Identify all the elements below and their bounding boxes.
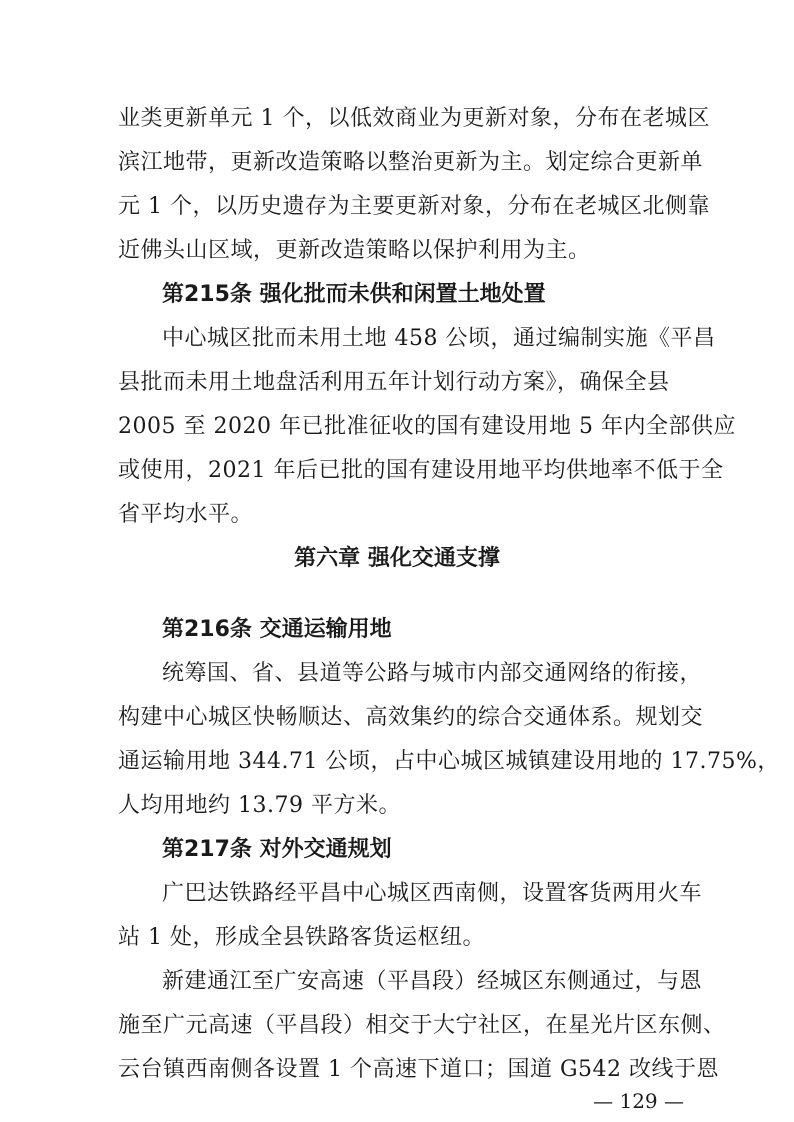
paragraph-line: 省平均水平。 [118,502,254,527]
chapter-heading: 第六章 强化交通支撑 [294,546,500,571]
paragraph-line: 统筹国、省、县道等公路与城市内部交通网络的衔接， [162,661,703,686]
paragraph-line: 通运输用地 344.71 公顷，占中心城区城镇建设用地的 17.75%， [118,749,780,774]
paragraph-line: 近佛头山区域，更新改造策略以保护利用为主。 [118,238,591,263]
paragraph-line: 广巴达铁路经平昌中心城区西南侧，设置客货两用火车 [162,881,703,906]
paragraph-line: 云台镇西南侧各设置 1 个高速下道口；国道 G542 改线于恩 [118,1057,720,1082]
paragraph-line: 施至广元高速（平昌段）相交于大宁社区，在星光片区东侧、 [118,1013,726,1038]
paragraph-line: 中心城区批而未用土地 458 公顷，通过编制实施《平昌 [162,326,716,351]
paragraph-line: 或使用，2021 年后已批的国有建设用地平均供地率不低于全 [118,458,724,483]
article-217-heading: 第217条 对外交通规划 [162,837,392,862]
article-215-heading: 第215条 强化批而未供和闲置土地处置 [162,282,546,307]
paragraph-line: 2005 至 2020 年已批准征收的国有建设用地 5 年内全部供应 [118,414,736,439]
paragraph-line: 新建通江至广安高速（平昌段）经城区东侧通过，与恩 [162,969,703,994]
paragraph-line: 县批而未用土地盘活利用五年计划行动方案》，确保全县 [118,370,670,395]
paragraph-line: 滨江地带，更新改造策略以整治更新为主。划定综合更新单 [118,150,704,175]
page-number: — 129 — [593,1089,684,1113]
paragraph-line: 站 1 处，形成全县铁路客货运枢纽。 [118,925,485,950]
article-216-heading: 第216条 交通运输用地 [162,617,392,642]
paragraph-line: 元 1 个，以历史遗存为主要更新对象，分布在老城区北侧靠 [118,194,710,219]
paragraph-line: 构建中心城区快畅顺达、高效集约的综合交通体系。规划交 [118,705,704,730]
paragraph-line: 人均用地约 13.79 平方米。 [118,793,401,818]
paragraph-line: 业类更新单元 1 个，以低效商业为更新对象，分布在老城区 [118,106,710,131]
